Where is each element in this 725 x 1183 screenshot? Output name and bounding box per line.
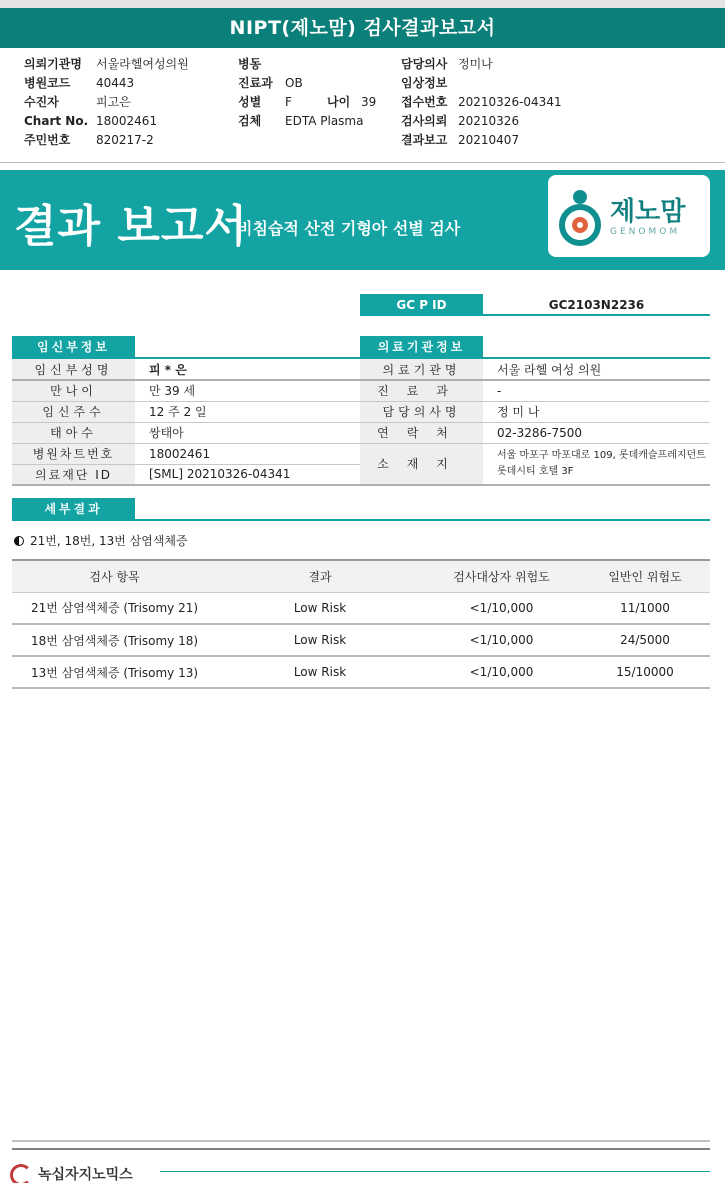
banner-title: 결과 보고서 bbox=[14, 201, 248, 252]
results-cell: <1/10,000 bbox=[423, 592, 580, 624]
meta-value: EDTA Plasma bbox=[285, 114, 364, 128]
meta-value: 20210326 bbox=[458, 114, 520, 128]
meta-value: 서울라헬여성의원 bbox=[96, 57, 189, 71]
gcp-id-label: GC P ID bbox=[360, 294, 483, 316]
meta-key: 주민번호 bbox=[24, 133, 71, 147]
results-cell: 18번 삼염색체증 (Trisomy 18) bbox=[12, 624, 217, 656]
gcp-id-value: GC2103N2236 bbox=[483, 294, 710, 316]
table-row bbox=[12, 656, 710, 688]
window-top-strip bbox=[0, 0, 725, 8]
results-cell: 21번 삼염색체증 (Trisomy 21) bbox=[12, 592, 217, 624]
patient-label: 만나이 bbox=[12, 380, 135, 401]
logo-subtext: GENOMOM bbox=[610, 227, 681, 237]
results-cell: 13번 삼염색체증 (Trisomy 13) bbox=[12, 656, 217, 688]
institution-label: 진료과 bbox=[360, 380, 483, 401]
footer-company-name: 녹십자지노믹스 bbox=[38, 1167, 133, 1183]
institution-value: 서울 마포구 마포대로 109, 롯데캐슬프레지던트 롯데시티 호텔 3F bbox=[483, 443, 710, 485]
table-row bbox=[12, 592, 710, 624]
meta-key: 성별 bbox=[238, 95, 262, 109]
results-cell: 11/1000 bbox=[580, 592, 710, 624]
banner-subtitle: 비침습적 산전 기형아 선별 검사 bbox=[237, 219, 461, 238]
institution-label: 소재지 bbox=[360, 443, 483, 485]
patient-info-table bbox=[12, 359, 360, 486]
results-cell: Low Risk bbox=[217, 656, 423, 688]
footer-accent-rule bbox=[160, 1171, 710, 1172]
patient-value: 12 주 2 일 bbox=[135, 401, 360, 422]
meta-divider bbox=[0, 162, 725, 163]
meta-key: 결과보고 bbox=[401, 133, 448, 147]
meta-value: 820217-2 bbox=[96, 133, 154, 147]
results-cell: <1/10,000 bbox=[423, 624, 580, 656]
meta-value: OB bbox=[285, 76, 303, 90]
patient-label: 의료재단 ID bbox=[12, 464, 135, 485]
meta-key-age: 나이 bbox=[327, 95, 351, 109]
meta-value: 40443 bbox=[96, 76, 135, 90]
results-cell: Low Risk bbox=[217, 624, 423, 656]
meta-key: 검체 bbox=[238, 114, 262, 128]
meta-column-3 bbox=[401, 55, 562, 150]
results-header: 검사 항목 bbox=[12, 560, 217, 592]
meta-column-2 bbox=[238, 55, 376, 131]
report-title-bar bbox=[0, 8, 725, 48]
patient-value: 18002461 bbox=[135, 443, 360, 464]
meta-value: 피고은 bbox=[96, 95, 131, 109]
patient-label: 태아수 bbox=[12, 422, 135, 443]
meta-key: Chart No. bbox=[24, 114, 89, 128]
patient-info-tab: 임신부정보 bbox=[12, 336, 135, 358]
patient-label: 임신부성명 bbox=[12, 359, 135, 380]
results-header: 일반인 위험도 bbox=[580, 560, 710, 592]
institution-info-tab: 의료기관정보 bbox=[360, 336, 483, 358]
results-cell: 24/5000 bbox=[580, 624, 710, 656]
results-cell: Low Risk bbox=[217, 592, 423, 624]
genomom-logo-icon bbox=[558, 187, 606, 247]
institution-value: 02-3286-7500 bbox=[483, 422, 710, 443]
meta-key: 병원코드 bbox=[24, 76, 71, 90]
logo-text: 제노맘 bbox=[610, 197, 686, 227]
company-logo-icon bbox=[10, 1164, 32, 1183]
table-row bbox=[12, 624, 710, 656]
detail-subheading-text: 21번, 18번, 13번 삼염색체증 bbox=[30, 534, 188, 548]
institution-value: 정 미 나 bbox=[483, 401, 710, 422]
patient-value: 쌍태아 bbox=[135, 422, 360, 443]
institution-value: - bbox=[483, 380, 710, 401]
patient-label: 임신주수 bbox=[12, 401, 135, 422]
results-table bbox=[12, 559, 710, 689]
results-header: 결과 bbox=[217, 560, 423, 592]
patient-value: 피 * 은 bbox=[135, 359, 360, 380]
meta-value: 20210407 bbox=[458, 133, 520, 147]
detail-subheading bbox=[14, 532, 188, 549]
meta-value-age: 39 bbox=[361, 95, 377, 109]
footer-rule-top bbox=[12, 1140, 710, 1142]
meta-key: 의뢰기관명 bbox=[24, 57, 82, 71]
footer-rule-bottom bbox=[12, 1148, 710, 1150]
institution-label: 의료기관명 bbox=[360, 359, 483, 380]
genomom-logo bbox=[548, 175, 710, 257]
results-header: 검사대상자 위험도 bbox=[423, 560, 580, 592]
meta-value: 18002461 bbox=[96, 114, 158, 128]
meta-key: 담당의사 bbox=[401, 57, 448, 71]
meta-key: 접수번호 bbox=[401, 95, 448, 109]
meta-key: 수진자 bbox=[24, 95, 59, 109]
meta-value: F bbox=[285, 95, 292, 109]
patient-value: 만 39 세 bbox=[135, 380, 360, 401]
patient-label: 병원차트번호 bbox=[12, 443, 135, 464]
institution-info-table bbox=[360, 359, 710, 486]
results-cell: <1/10,000 bbox=[423, 656, 580, 688]
half-circle-icon bbox=[14, 536, 24, 546]
meta-key: 임상정보 bbox=[401, 76, 448, 90]
meta-key: 병동 bbox=[238, 57, 262, 71]
institution-value: 서울 라헬 여성 의원 bbox=[483, 359, 710, 380]
meta-value: 20210326-04341 bbox=[458, 95, 562, 109]
meta-value: 정미나 bbox=[458, 57, 493, 71]
detail-results-rule bbox=[12, 519, 710, 521]
meta-key: 진료과 bbox=[238, 76, 273, 90]
institution-label: 연락처 bbox=[360, 422, 483, 443]
report-title: NIPT(제노맘) 검사결과보고서 bbox=[229, 17, 496, 39]
results-cell: 15/10000 bbox=[580, 656, 710, 688]
patient-value: [SML] 20210326-04341 bbox=[135, 464, 360, 485]
meta-column-1 bbox=[24, 55, 189, 150]
detail-results-tab: 세부결과 bbox=[12, 498, 135, 520]
institution-label: 담당의사명 bbox=[360, 401, 483, 422]
meta-key: 검사의뢰 bbox=[401, 114, 448, 128]
